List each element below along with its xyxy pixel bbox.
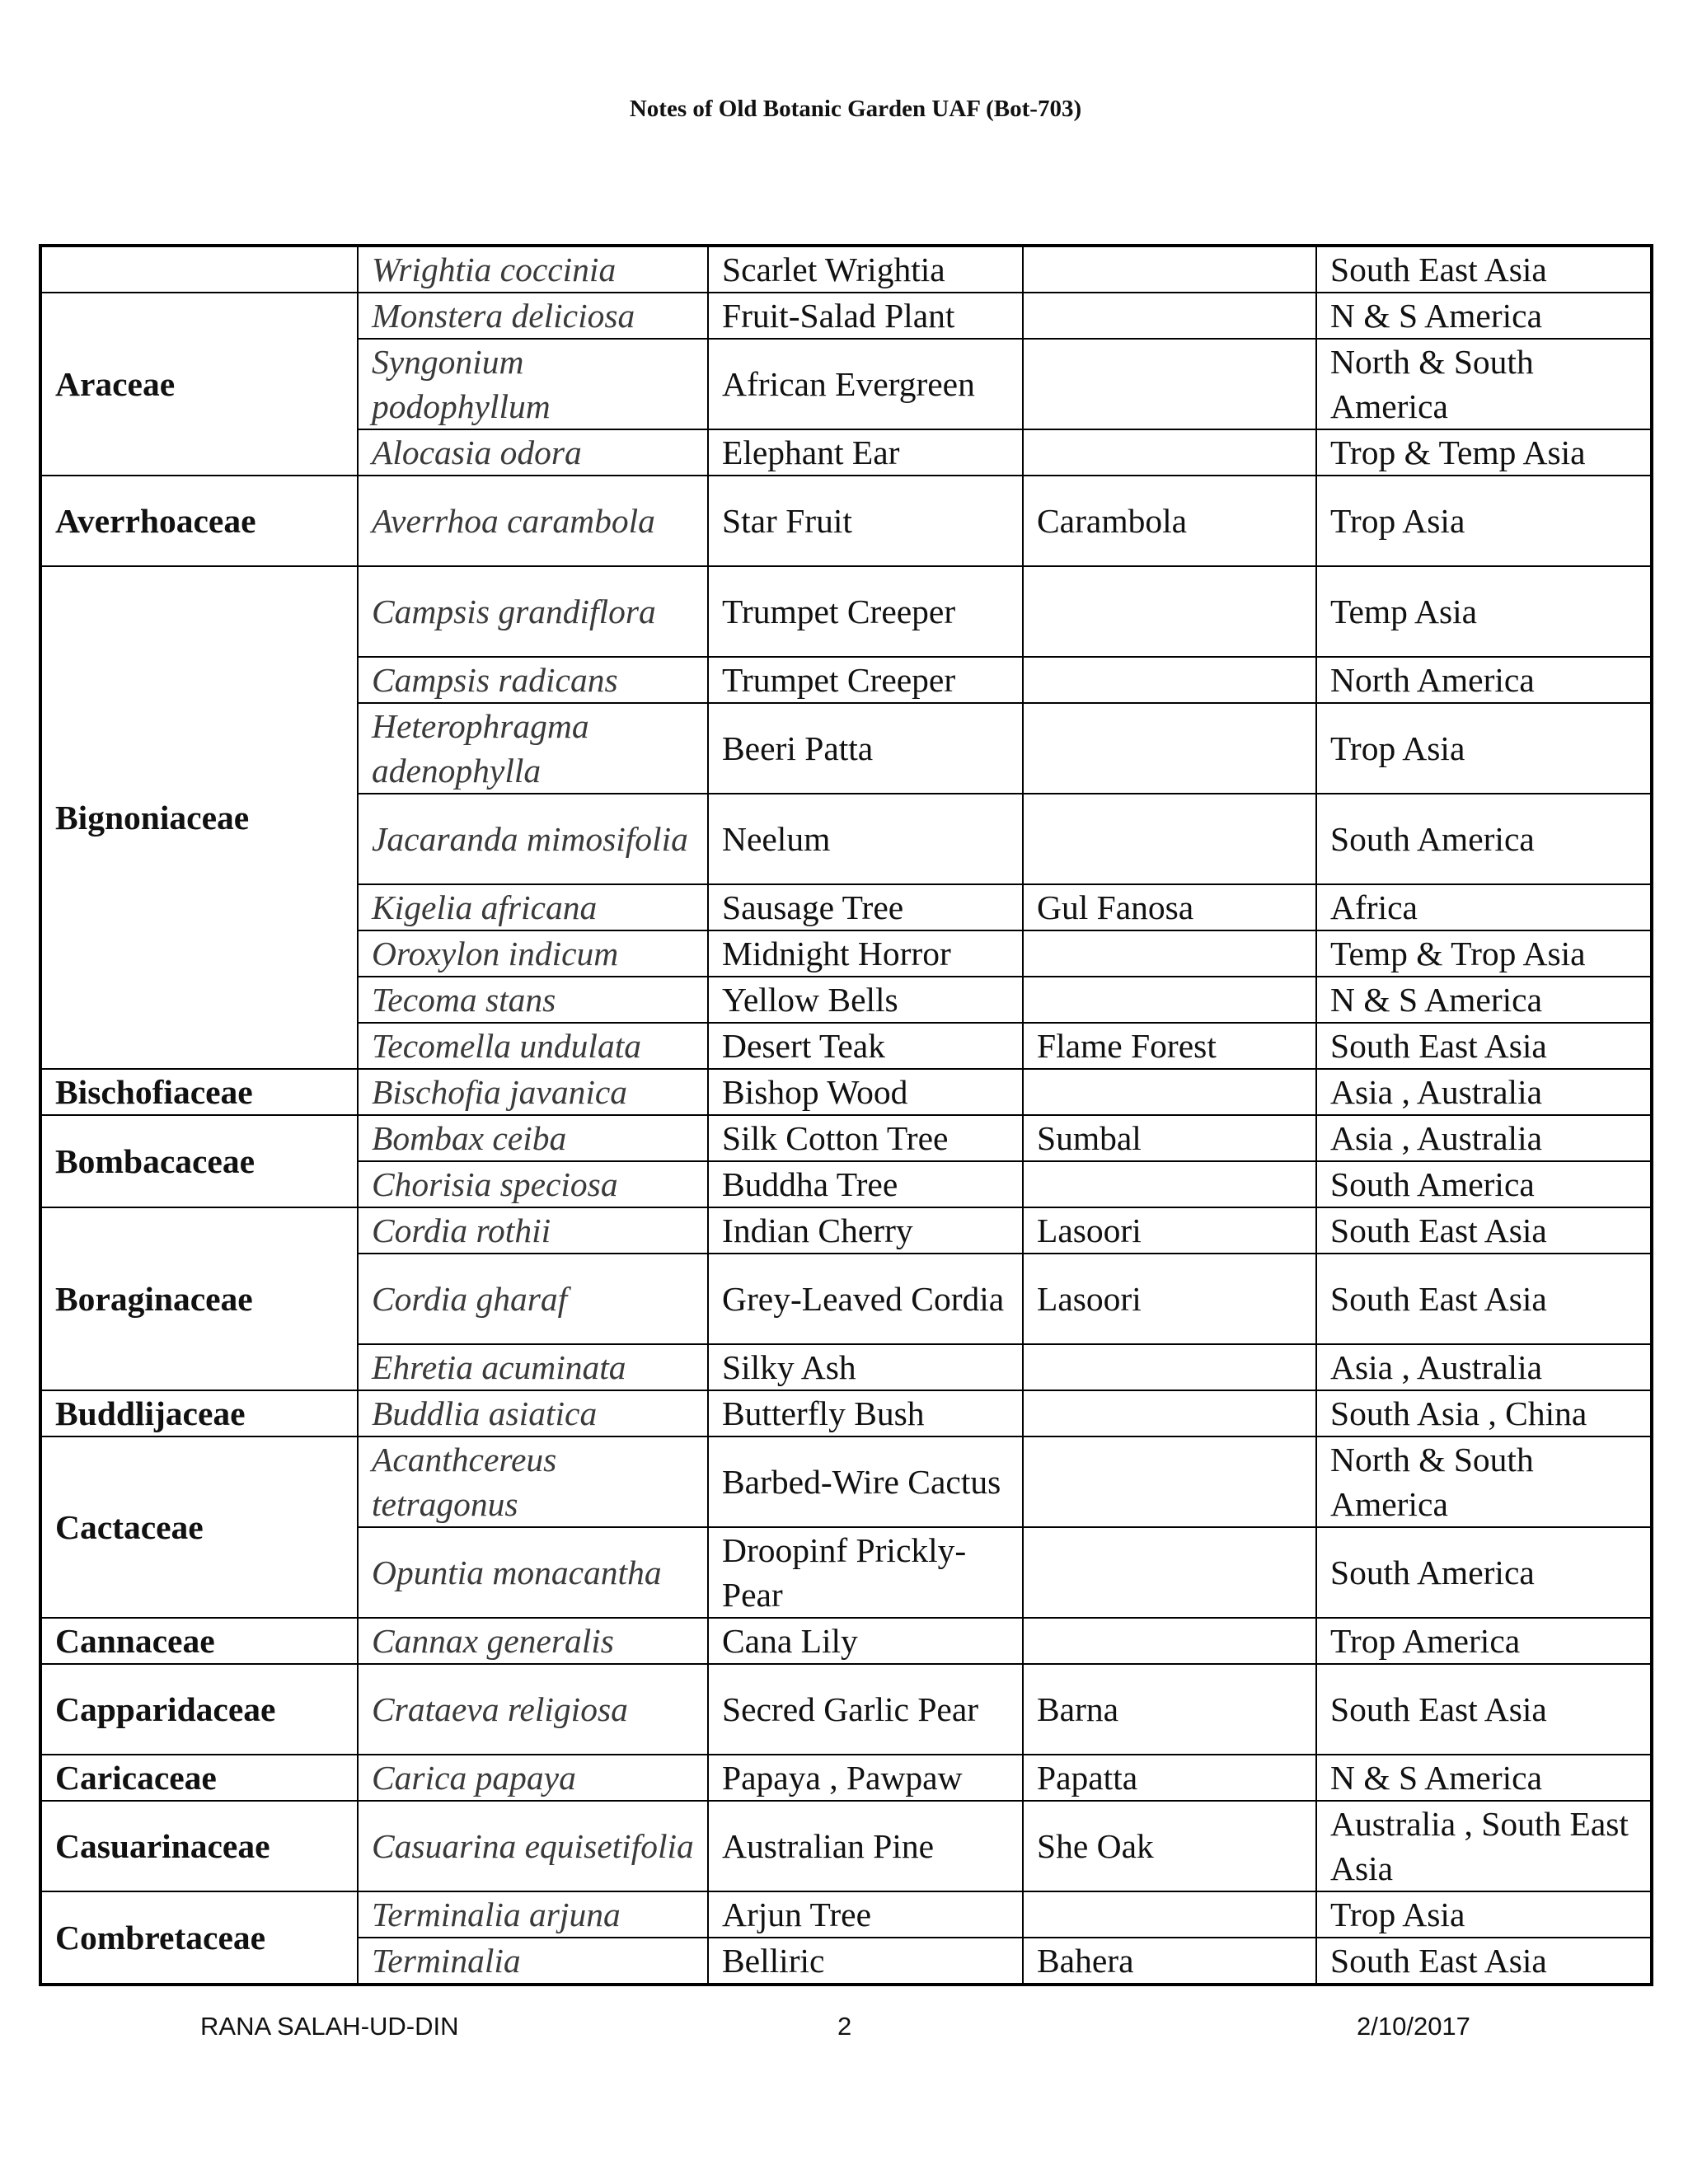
origin-cell: Trop Asia [1316,703,1652,794]
local-name-cell: She Oak [1023,1801,1316,1891]
table-row [40,1069,1652,1115]
origin-cell: Africa [1316,884,1652,930]
common-name-cell: Silky Ash [708,1344,1023,1390]
table-row [40,1755,1652,1801]
origin-cell: South America [1316,794,1652,884]
common-name-cell: Bishop Wood [708,1069,1023,1115]
local-name-cell [1023,1618,1316,1664]
family-cell: Casuarinaceae [40,1801,358,1891]
origin-cell: Asia , Australia [1316,1115,1652,1161]
common-name-cell: Beeri Patta [708,703,1023,794]
scientific-name-cell: Cannax generalis [358,1618,708,1664]
origin-cell: South Asia , China [1316,1390,1652,1436]
table-row [40,1115,1652,1161]
scientific-name-cell: Bischofia javanica [358,1069,708,1115]
local-name-cell [1023,1390,1316,1436]
scientific-name-cell: Terminalia arjuna [358,1891,708,1938]
table-row [40,1801,1652,1891]
origin-cell: South America [1316,1527,1652,1618]
local-name-cell [1023,293,1316,339]
local-name-cell: Sumbal [1023,1115,1316,1161]
common-name-cell: Barbed-Wire Cactus [708,1436,1023,1527]
footer-page-number: 2 [837,2012,852,2041]
origin-cell: South America [1316,1161,1652,1207]
common-name-cell: Buddha Tree [708,1161,1023,1207]
common-name-cell: Star Fruit [708,476,1023,566]
local-name-cell: Barna [1023,1664,1316,1755]
common-name-cell: Indian Cherry [708,1207,1023,1254]
scientific-name-cell: Alocasia odora [358,429,708,476]
common-name-cell: Neelum [708,794,1023,884]
family-cell: Bignoniaceae [40,566,358,1069]
local-name-cell: Carambola [1023,476,1316,566]
scientific-name-cell: Casuarina equisetifolia [358,1801,708,1891]
common-name-cell: Secred Garlic Pear [708,1664,1023,1755]
local-name-cell: Lasoori [1023,1207,1316,1254]
family-cell: Averrhoaceae [40,476,358,566]
plants-table [39,244,1653,1986]
footer-author: RANA SALAH-UD-DIN [200,2012,459,2041]
local-name-cell [1023,429,1316,476]
common-name-cell: Trumpet Creeper [708,566,1023,657]
table-row [40,1891,1652,1938]
origin-cell: Trop America [1316,1618,1652,1664]
table-row [40,293,1652,339]
local-name-cell [1023,794,1316,884]
local-name-cell [1023,930,1316,977]
scientific-name-cell: Oroxylon indicum [358,930,708,977]
family-cell: Boraginaceae [40,1207,358,1390]
common-name-cell: Grey-Leaved Cordia [708,1254,1023,1344]
scientific-name-cell: Chorisia speciosa [358,1161,708,1207]
footer-date: 2/10/2017 [1357,2012,1470,2041]
local-name-cell [1023,703,1316,794]
common-name-cell: Papaya , Pawpaw [708,1755,1023,1801]
local-name-cell [1023,246,1316,293]
common-name-cell: Midnight Horror [708,930,1023,977]
family-cell: Caricaceae [40,1755,358,1801]
family-cell: Cactaceae [40,1436,358,1618]
common-name-cell: Australian Pine [708,1801,1023,1891]
scientific-name-cell: Ehretia acuminata [358,1344,708,1390]
scientific-name-cell: Wrightia coccinia [358,246,708,293]
local-name-cell: Papatta [1023,1755,1316,1801]
local-name-cell: Lasoori [1023,1254,1316,1344]
family-cell [40,246,358,293]
scientific-name-cell: Tecoma stans [358,977,708,1023]
scientific-name-cell: Acanthcereus tetragonus [358,1436,708,1527]
scientific-name-cell: Kigelia africana [358,884,708,930]
local-name-cell: Gul Fanosa [1023,884,1316,930]
local-name-cell [1023,657,1316,703]
origin-cell: N & S America [1316,977,1652,1023]
table-row [40,1390,1652,1436]
origin-cell: North & South America [1316,1436,1652,1527]
common-name-cell: Silk Cotton Tree [708,1115,1023,1161]
local-name-cell [1023,977,1316,1023]
scientific-name-cell: Cordia rothii [358,1207,708,1254]
family-cell: Bischofiaceae [40,1069,358,1115]
common-name-cell: Elephant Ear [708,429,1023,476]
origin-cell: Asia , Australia [1316,1069,1652,1115]
common-name-cell: Butterfly Bush [708,1390,1023,1436]
scientific-name-cell: Jacaranda mimosifolia [358,794,708,884]
origin-cell: South East Asia [1316,246,1652,293]
common-name-cell: Sausage Tree [708,884,1023,930]
origin-cell: Trop Asia [1316,1891,1652,1938]
scientific-name-cell: Campsis radicans [358,657,708,703]
common-name-cell: Belliric [708,1938,1023,1985]
common-name-cell: Droopinf Prickly-Pear [708,1527,1023,1618]
common-name-cell: Desert Teak [708,1023,1023,1069]
scientific-name-cell: Carica papaya [358,1755,708,1801]
scientific-name-cell: Heterophragma adenophylla [358,703,708,794]
local-name-cell [1023,1344,1316,1390]
scientific-name-cell: Bombax ceiba [358,1115,708,1161]
table-row [40,476,1652,566]
origin-cell: Temp & Trop Asia [1316,930,1652,977]
origin-cell: North America [1316,657,1652,703]
plants-table-body [40,246,1652,1985]
local-name-cell [1023,1161,1316,1207]
origin-cell: Asia , Australia [1316,1344,1652,1390]
scientific-name-cell: Cordia gharaf [358,1254,708,1344]
scientific-name-cell: Campsis grandiflora [358,566,708,657]
scientific-name-cell: Monstera deliciosa [358,293,708,339]
origin-cell: Australia , South East Asia [1316,1801,1652,1891]
family-cell: Combretaceae [40,1891,358,1985]
table-row [40,566,1652,657]
origin-cell: South East Asia [1316,1207,1652,1254]
origin-cell: South East Asia [1316,1023,1652,1069]
origin-cell: North & South America [1316,339,1652,429]
scientific-name-cell: Terminalia [358,1938,708,1985]
table-row [40,1664,1652,1755]
scientific-name-cell: Averrhoa carambola [358,476,708,566]
local-name-cell: Flame Forest [1023,1023,1316,1069]
common-name-cell: Fruit-Salad Plant [708,293,1023,339]
table-row [40,1207,1652,1254]
local-name-cell [1023,1436,1316,1527]
scientific-name-cell: Tecomella undulata [358,1023,708,1069]
family-cell: Capparidaceae [40,1664,358,1755]
origin-cell: South East Asia [1316,1254,1652,1344]
local-name-cell: Bahera [1023,1938,1316,1985]
family-cell: Bombacaceae [40,1115,358,1207]
origin-cell: South East Asia [1316,1664,1652,1755]
table-row [40,1436,1652,1527]
scientific-name-cell: Buddlia asiatica [358,1390,708,1436]
origin-cell: N & S America [1316,293,1652,339]
local-name-cell [1023,1891,1316,1938]
common-name-cell: Trumpet Creeper [708,657,1023,703]
origin-cell: Trop Asia [1316,476,1652,566]
local-name-cell [1023,566,1316,657]
common-name-cell: Cana Lily [708,1618,1023,1664]
common-name-cell: Arjun Tree [708,1891,1023,1938]
table-row [40,1618,1652,1664]
scientific-name-cell: Crataeva religiosa [358,1664,708,1755]
page-header [0,96,1688,123]
family-cell: Cannaceae [40,1618,358,1664]
table-row [40,246,1652,293]
origin-cell: South East Asia [1316,1938,1652,1985]
origin-cell: Temp Asia [1316,566,1652,657]
common-name-cell: Yellow Bells [708,977,1023,1023]
family-cell: Araceae [40,293,358,476]
local-name-cell [1023,1069,1316,1115]
scientific-name-cell: Syngonium podophyllum [358,339,708,429]
origin-cell: Trop & Temp Asia [1316,429,1652,476]
common-name-cell: African Evergreen [708,339,1023,429]
origin-cell: N & S America [1316,1755,1652,1801]
common-name-cell: Scarlet Wrightia [708,246,1023,293]
family-cell: Buddlijaceae [40,1390,358,1436]
scientific-name-cell: Opuntia monacantha [358,1527,708,1618]
local-name-cell [1023,1527,1316,1618]
local-name-cell [1023,339,1316,429]
document-title: Notes of Old Botanic Garden UAF (Bot-703) [629,96,1082,122]
page-footer [0,2012,1688,2045]
